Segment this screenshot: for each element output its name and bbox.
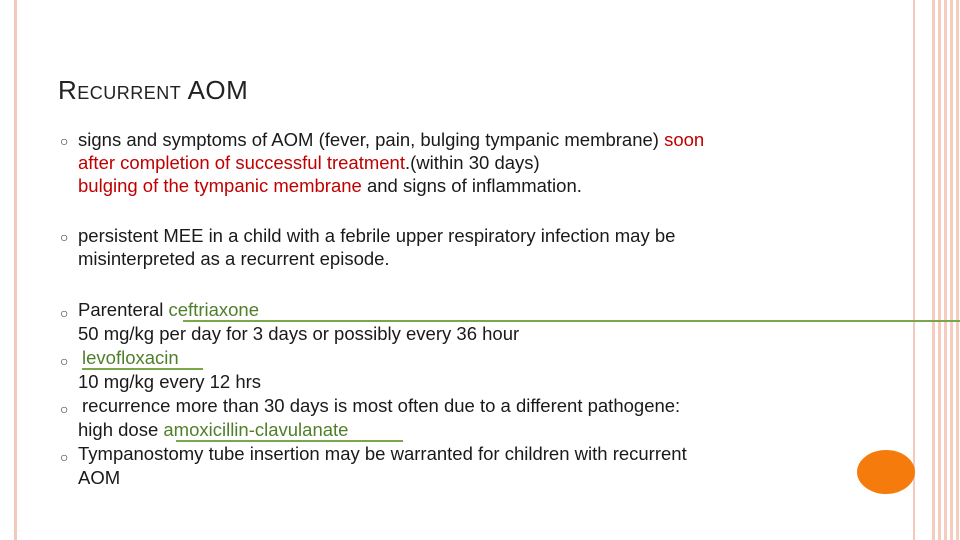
bullet-circle-icon: ○: [60, 305, 69, 321]
bullet-1-highlight-after-completion: after completion of successful treatment: [78, 152, 405, 173]
bullet-4-text: [78, 346, 262, 394]
link-levofloxacin[interactable]: levofloxacin: [82, 347, 179, 368]
bullet-5-prefix: high dose: [78, 419, 164, 440]
bullet-1-highlight-bulging: bulging of the tympanic membrane: [78, 175, 362, 196]
bullet-2-line2: misinterpreted as a recurrent episode.: [78, 248, 390, 269]
ceftriaxone-underline: [183, 320, 960, 322]
bullet-6-line2: AOM: [78, 467, 121, 488]
right-frame-stripe: [913, 0, 915, 540]
bullet-circle-icon: ○: [60, 353, 69, 369]
bullet-2-text: [78, 224, 675, 270]
orange-circle-decoration: [857, 450, 915, 494]
bullet-4-line2: 10 mg/kg every 12 hrs: [78, 371, 262, 392]
bullet-1-line2: .(within 30 days): [404, 152, 540, 173]
bullet-1-line3: and signs of inflammation.: [361, 175, 582, 196]
bullet-2-line1: persistent MEE in a child with a febrile upper respiratory infection may be: [78, 225, 676, 246]
levofloxacin-underline: [82, 368, 203, 370]
right-frame-pattern: [932, 0, 960, 540]
left-frame-stripe: [14, 0, 17, 540]
link-amoxicillin-clavulanate[interactable]: amoxicillin-clavulanate: [163, 419, 349, 440]
bullet-5-text: [78, 394, 680, 442]
link-ceftriaxone[interactable]: ceftriaxone: [168, 299, 259, 320]
bullet-1-text: [78, 128, 704, 197]
slide-title: Recurrent AOM: [58, 75, 249, 105]
bullet-circle-icon: ○: [60, 133, 69, 149]
bullet-circle-icon: ○: [60, 401, 69, 417]
bullet-5-line1: recurrence more than 30 days is most often due to a different pathogene:: [82, 395, 681, 416]
bullet-3-text: [78, 298, 519, 346]
bullet-circle-icon: ○: [60, 229, 69, 245]
bullet-6-text: [78, 442, 687, 490]
bullet-1-highlight-soon: soon: [664, 129, 705, 150]
bullet-6-line1: Tympanostomy tube insertion may be warranted for children with recurrent: [78, 443, 687, 464]
bullet-circle-icon: ○: [60, 449, 69, 465]
bullet-1-line1: signs and symptoms of AOM (fever, pain, bulging tympanic membrane): [78, 129, 665, 150]
bullet-3-line2: 50 mg/kg per day for 3 days or possibly every 36 hour: [78, 323, 520, 344]
bullet-3-prefix: Parenteral: [78, 299, 169, 320]
